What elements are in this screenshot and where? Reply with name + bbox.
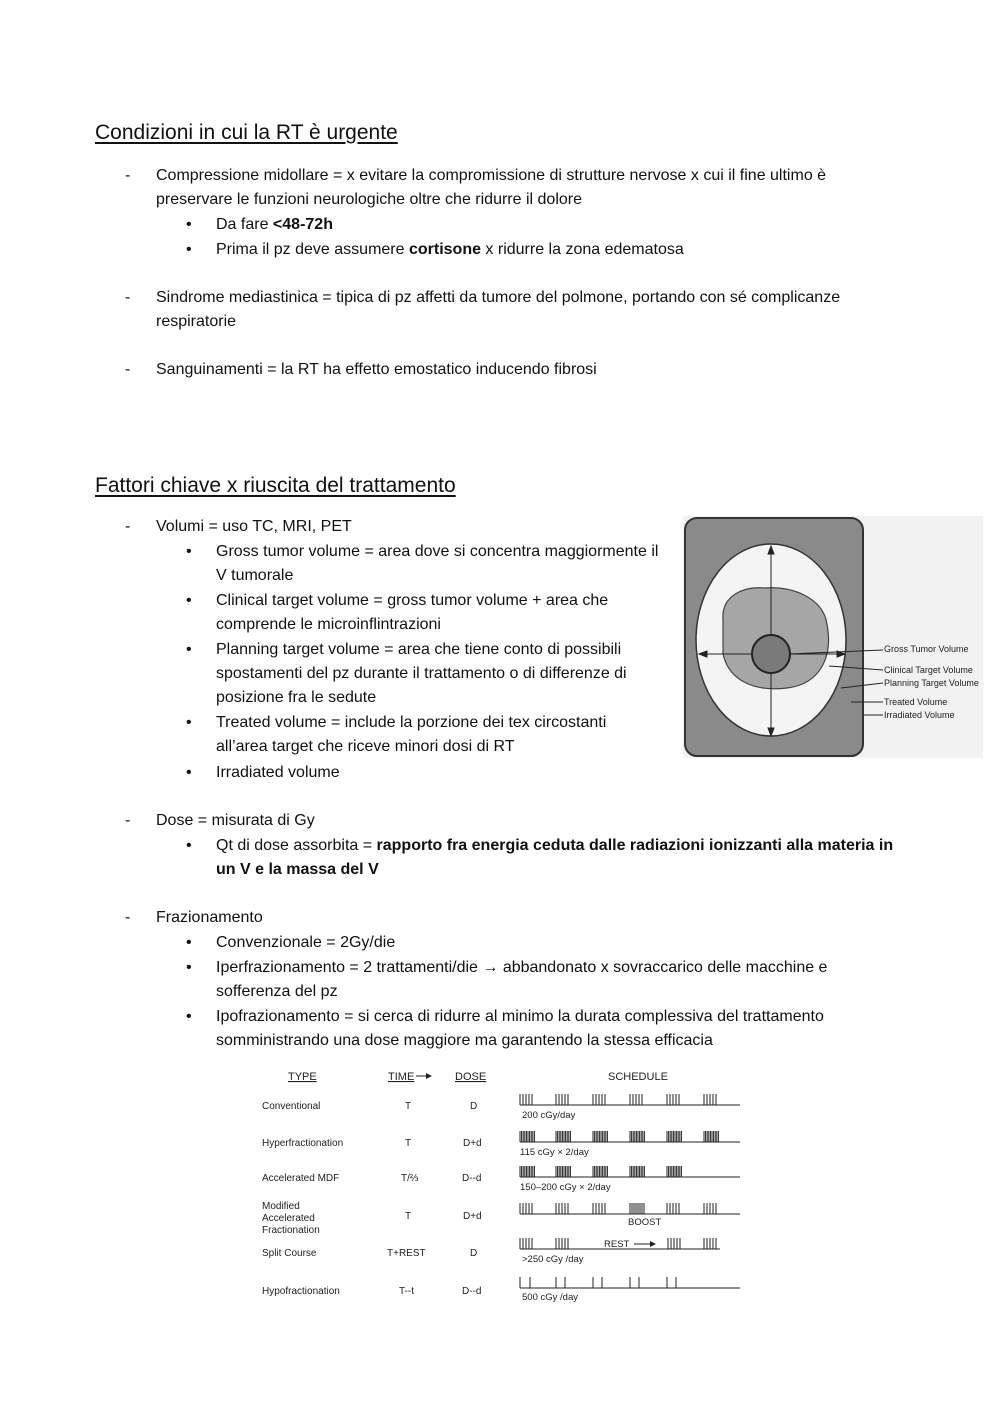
header-schedule: SCHEDULE bbox=[608, 1071, 668, 1083]
header-dose: DOSE bbox=[455, 1071, 487, 1083]
row-type: Split Course bbox=[262, 1248, 317, 1259]
section-title-key-factors: Fattori chiave x riuscita del trattamento bbox=[95, 474, 456, 497]
bullet-icon: • bbox=[186, 641, 192, 658]
label-planning-target-volume: Planning Target Volume bbox=[884, 678, 979, 688]
sub-item-cortisone: Prima il pz deve assumere cortisone x ridurre la zona edematosa bbox=[216, 241, 684, 258]
bullet-icon: • bbox=[186, 764, 192, 781]
row-time: T bbox=[405, 1138, 412, 1149]
row-type: Modified bbox=[262, 1201, 300, 1212]
label-gross-tumor-volume: Gross Tumor Volume bbox=[884, 644, 969, 654]
row-time: T bbox=[405, 1211, 412, 1222]
row-type: Fractionation bbox=[262, 1225, 320, 1236]
bullet-icon: • bbox=[186, 959, 192, 976]
row-type: Hypofractionation bbox=[262, 1286, 340, 1297]
row-note: 500 cGy /day bbox=[522, 1292, 578, 1303]
row-note: 200 cGy/day bbox=[522, 1110, 576, 1121]
sub-item-dose-def: Qt di dose assorbita = rapporto fra energia ceduta dalle radiazioni ionizzanti alla materia in un V e la massa del V bbox=[216, 837, 894, 878]
bullet-icon: • bbox=[186, 837, 192, 854]
row-note: 115 cGy × 2/day bbox=[520, 1147, 589, 1158]
bullet-icon: • bbox=[186, 543, 192, 560]
bullet-icon: • bbox=[186, 216, 192, 233]
sub-item-ptv: Planning target volume = area che tiene conto di possibili spostamenti del pz durante il trattamento o di differenze di posizione fra le sedute bbox=[216, 641, 627, 706]
sub-item-irradiated: Irradiated volume bbox=[216, 764, 340, 781]
list-dash: - bbox=[125, 167, 131, 184]
label-irradiated-volume: Irradiated Volume bbox=[884, 710, 955, 720]
bullet-icon: • bbox=[186, 592, 192, 609]
list-dash: - bbox=[125, 909, 131, 926]
list-item-sindrome: Sindrome mediastinica = tipica di pz affetti da tumore del polmone, portando con sé complicanze respiratorie bbox=[156, 289, 841, 330]
sub-item-gtv: Gross tumor volume = area dove si concentra maggiormente il V tumorale bbox=[216, 543, 659, 584]
section-title-urgent-rt: Condizioni in cui la RT è urgente bbox=[95, 121, 398, 144]
list-dash: - bbox=[125, 812, 131, 829]
row-dose: D+d bbox=[463, 1211, 482, 1222]
radiotherapy-volumes-figure bbox=[683, 516, 983, 758]
bullet-icon: • bbox=[186, 1008, 192, 1025]
sub-item-treated: Treated volume = include la porzione dei tex circostanti all’area target che riceve minori dosi di RT bbox=[216, 714, 607, 755]
list-item-sanguinamenti: Sanguinamenti = la RT ha effetto emostatico inducendo fibrosi bbox=[156, 361, 597, 378]
sub-item-convenzionale: Convenzionale = 2Gy/die bbox=[216, 934, 396, 951]
list-dash: - bbox=[125, 289, 131, 306]
list-item-frazionamento: Frazionamento bbox=[156, 909, 263, 926]
row-dose: D bbox=[470, 1101, 478, 1112]
row-time: T bbox=[405, 1101, 412, 1112]
row-time: T+REST bbox=[387, 1248, 426, 1259]
row-note: 150–200 cGy × 2/day bbox=[520, 1182, 611, 1193]
header-type: TYPE bbox=[288, 1071, 317, 1083]
bullet-icon: • bbox=[186, 241, 192, 258]
row-note: >250 cGy /day bbox=[522, 1254, 584, 1265]
sub-item-ctv: Clinical target volume = gross tumor volume + area che comprende le microinflintrazioni bbox=[216, 592, 609, 633]
label-treated-volume: Treated Volume bbox=[884, 697, 948, 707]
row-type: Accelerated MDF bbox=[262, 1173, 340, 1184]
row-type: Conventional bbox=[262, 1101, 321, 1112]
bullet-icon: • bbox=[186, 714, 192, 731]
list-item-dose: Dose = misurata di Gy bbox=[156, 812, 315, 829]
list-item-volumi: Volumi = uso TC, MRI, PET bbox=[156, 518, 352, 535]
row-dose: D+d bbox=[463, 1138, 482, 1149]
row-type: Hyperfractionation bbox=[262, 1138, 344, 1149]
list-item-compressione: Compressione midollare = x evitare la compromissione di strutture nervose x cui il fine ultimo è preservare le funzioni neurologiche oltre che ridurre il dolore bbox=[156, 167, 827, 208]
sub-item-timing: Da fare <48-72h bbox=[216, 216, 333, 233]
row-dose: D--d bbox=[462, 1173, 482, 1184]
fractionation-schedule-figure bbox=[250, 1062, 750, 1312]
row-rest-label: REST bbox=[604, 1239, 630, 1250]
time-arrowhead-icon bbox=[426, 1073, 432, 1079]
row-time: T/⅔ bbox=[401, 1173, 419, 1184]
bullet-icon: • bbox=[186, 934, 192, 951]
list-dash: - bbox=[125, 518, 131, 535]
gross-tumor-volume-shape bbox=[752, 635, 790, 673]
row-time: T--t bbox=[399, 1286, 414, 1297]
sub-item-ipofrazionamento: Ipofrazionamento = si cerca di ridurre al minimo la durata complessiva del trattamento somministrando una dose maggiore ma garantendo la stessa efficacia bbox=[216, 1008, 824, 1049]
list-dash: - bbox=[125, 361, 131, 378]
rest-arrowhead-icon bbox=[650, 1241, 656, 1247]
label-clinical-target-volume: Clinical Target Volume bbox=[884, 665, 973, 675]
sub-item-iperfrazionamento: Iperfrazionamento = 2 trattamenti/die → abbandonato x sovraccarico delle macchine e sofferenza del pz bbox=[216, 959, 828, 1000]
header-time: TIME bbox=[388, 1071, 415, 1083]
row-type: Accelerated bbox=[262, 1213, 315, 1224]
row-note: BOOST bbox=[628, 1217, 662, 1228]
row-dose: D--d bbox=[462, 1286, 482, 1297]
row-dose: D bbox=[470, 1248, 478, 1259]
